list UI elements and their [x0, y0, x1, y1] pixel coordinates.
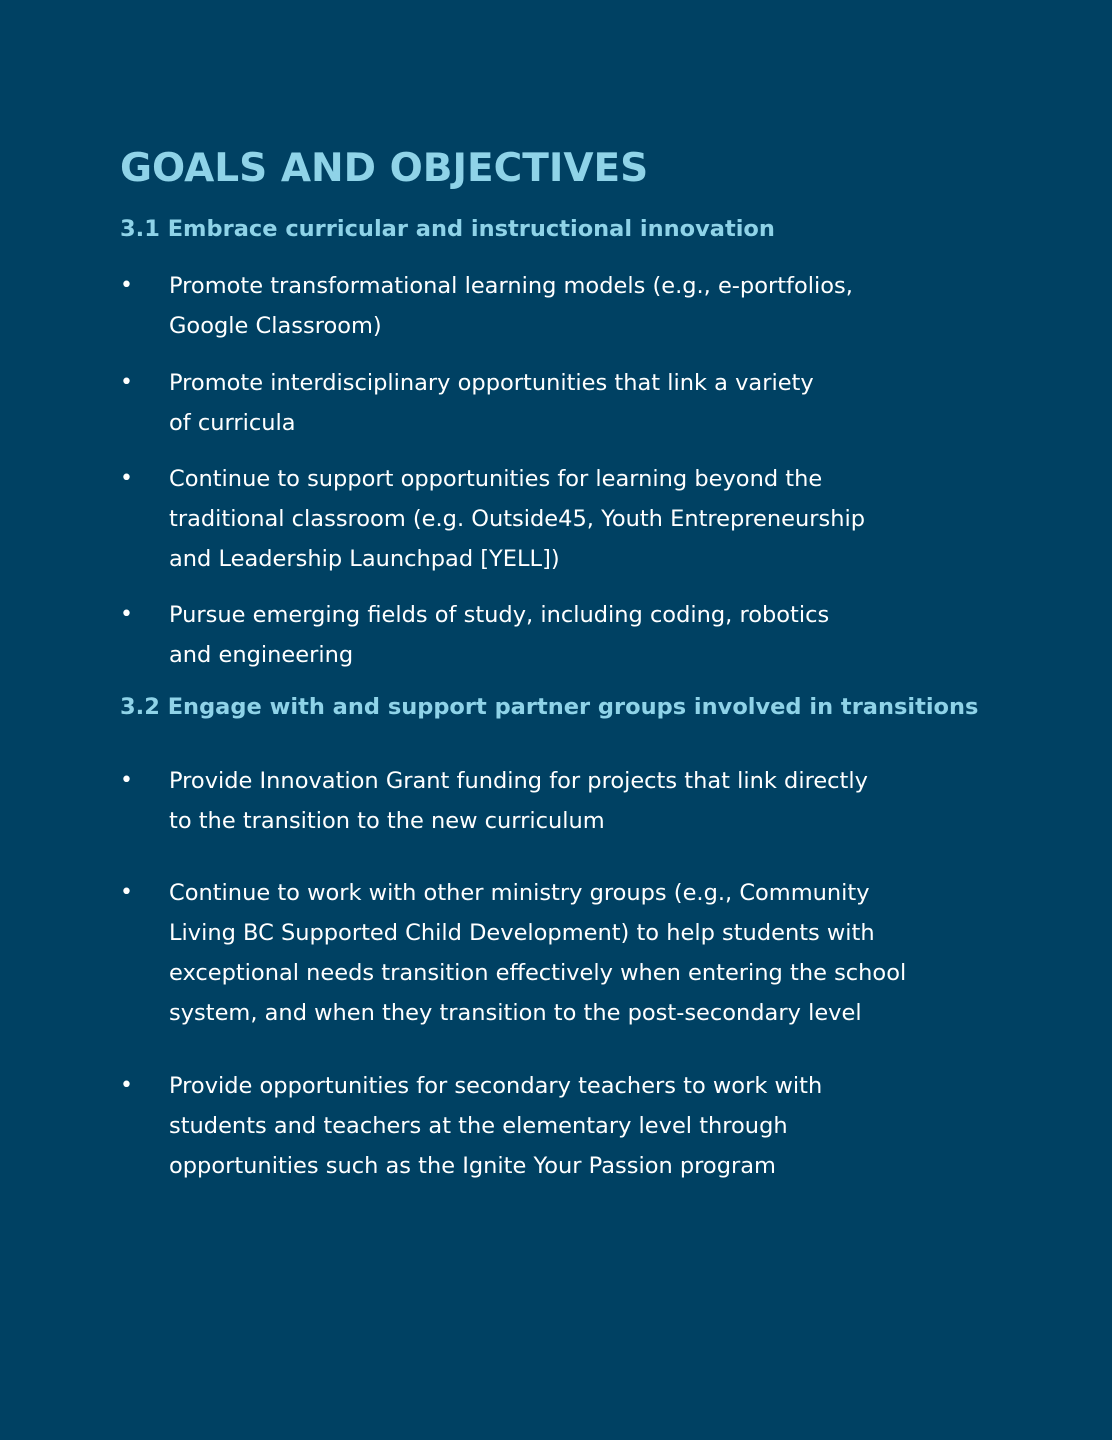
- bullet-icon: •: [120, 1073, 133, 1098]
- bullet-icon: •: [120, 273, 133, 298]
- bullet-icon: •: [120, 370, 133, 395]
- list-item-text: Promote transformational learning models (e.g., e-portfolios, Google Classroom): [169, 273, 853, 339]
- list-item-text: Provide opportunities for secondary teachers to work with students and teachers at the elementary level through opportunities such as the Ignite Your Passion program: [169, 1073, 823, 1179]
- list-item: [120, 873, 980, 1033]
- page-title: GOALS AND OBJECTIVES: [120, 146, 649, 191]
- bullet-icon: •: [120, 768, 133, 793]
- list-item: [120, 595, 980, 675]
- list-item-text: Provide Innovation Grant funding for projects that link directly to the transition to the new curriculum: [169, 768, 868, 834]
- list-item-text: Pursue emerging fields of study, including coding, robotics and engineering: [169, 602, 830, 668]
- list-item-text: Promote interdisciplinary opportunities that link a variety of curricula: [169, 370, 814, 436]
- list-item: [120, 761, 980, 841]
- list-item: [120, 266, 980, 346]
- section-heading-3-1: 3.1 Embrace curricular and instructional innovation: [120, 216, 775, 242]
- list-item-text: Continue to support opportunities for learning beyond the traditional classroom (e.g. Outside45, Youth Entrepreneurship and Leadership Launchpad [YELL]): [169, 466, 866, 572]
- list-item: [120, 1066, 980, 1186]
- bullet-icon: •: [120, 602, 133, 627]
- list-item-text: Continue to work with other ministry groups (e.g., Community Living BC Supported Child Development) to help students with exceptional needs transition effectively when entering the school system, and when they transition to the post-secondary level: [169, 880, 907, 1026]
- section-heading-3-2: 3.2 Engage with and support partner groups involved in transitions: [120, 694, 979, 720]
- list-item: [120, 459, 980, 579]
- list-item: [120, 363, 980, 443]
- bullet-icon: •: [120, 880, 133, 905]
- bullet-icon: •: [120, 466, 133, 491]
